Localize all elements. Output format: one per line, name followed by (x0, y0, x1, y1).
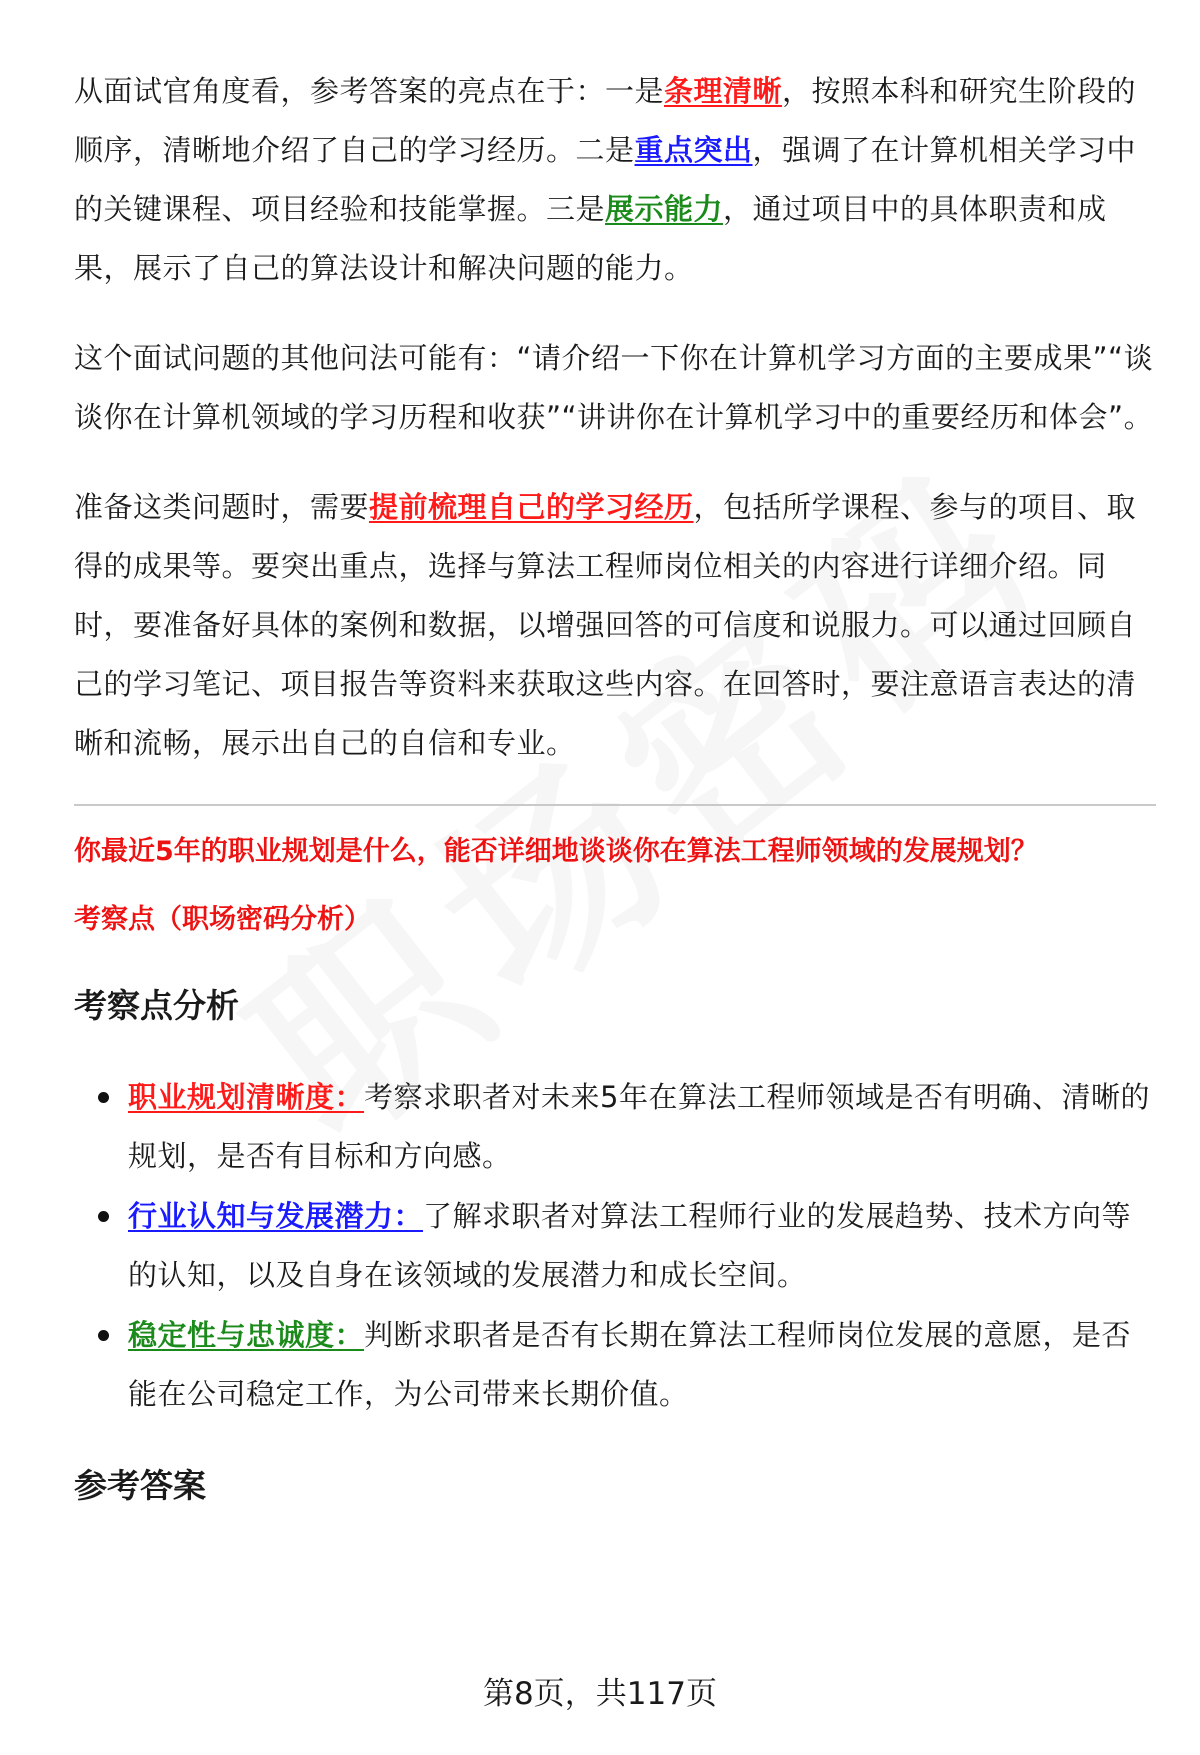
interview-question: 你最近5年的职业规划是什么，能否详细地谈谈你在算法工程师领域的发展规划？ (74, 836, 1038, 867)
highlight-focus: 重点突出 (634, 133, 753, 167)
bullet-text: 考察求职者对未来5年在算法工程师领域是否有明确、清晰的规划，是否有目标和方向感。 (128, 1080, 1150, 1173)
paragraph-preparation (74, 478, 1156, 773)
list-item (74, 1187, 1156, 1305)
page-number: 第8页，共117页 (483, 1676, 717, 1712)
document-body (74, 62, 1156, 1508)
bullet-label: 职业规划清晰度： (128, 1080, 365, 1114)
bullet-icon (98, 1211, 109, 1222)
highlight-organized: 条理清晰 (664, 74, 783, 108)
para-text: ，通过项目中的具体职责和成果，展示了自己的算法设计和解决问题的能力。 (74, 192, 1107, 285)
analysis-heading: 考察点分析 (74, 986, 239, 1025)
list-item (74, 1306, 1156, 1424)
para-text: ，强调了在计算机相关学习中的关键课程、项目经验和技能掌握。三是 (74, 133, 1137, 226)
bullet-text: 判断求职者是否有长期在算法工程师岗位发展的意愿，是否能在公司稳定工作，为公司带来长期价值。 (128, 1318, 1132, 1411)
para-text: 从面试官角度看，参考答案的亮点在于：一是 (74, 74, 665, 108)
bullet-icon (98, 1092, 109, 1103)
para-text: 准备这类问题时，需要 (74, 490, 370, 524)
para-text: ，按照本科和研究生阶段的顺序，清晰地介绍了自己的学习经历。二是 (74, 74, 1137, 167)
highlight-ability: 展示能力 (605, 192, 724, 226)
para-text: ，包括所学课程、参与的项目、取得的成果等。要突出重点，选择与算法工程师岗位相关的内容进行详细介绍。同时，要准备好具体的案例和数据，以增强回答的可信度和说服力。可以通过回顾自己的学习笔记、项目报告等资料来获取这些内容。在回答时，要注意语言表达的清晰和流畅，展示出自己的自信和专业。 (74, 490, 1137, 760)
answer-heading: 参考答案 (74, 1466, 206, 1505)
bullet-icon (98, 1330, 109, 1341)
paragraph-alternatives: 这个面试问题的其他问法可能有：“请介绍一下你在计算机学习方面的主要成果”“谈谈你在计算机领域的学习历程和收获”“讲讲你在计算机学习中的重要经历和体会”。 (74, 341, 1154, 434)
bullet-label: 稳定性与忠诚度： (128, 1318, 365, 1352)
divider (74, 804, 1156, 806)
analysis-list (74, 1068, 1156, 1424)
bullet-label: 行业认知与发展潜力： (128, 1199, 424, 1233)
paragraph-highlights (74, 62, 1156, 298)
bullet-text: 了解求职者对算法工程师行业的发展趋势、技术方向等的认知，以及自身在该领域的发展潜力和成长空间。 (128, 1199, 1132, 1292)
list-item (74, 1068, 1156, 1186)
question-subtitle: 考察点（职场密码分析） (74, 904, 371, 935)
highlight-review: 提前梳理自己的学习经历 (369, 490, 694, 524)
